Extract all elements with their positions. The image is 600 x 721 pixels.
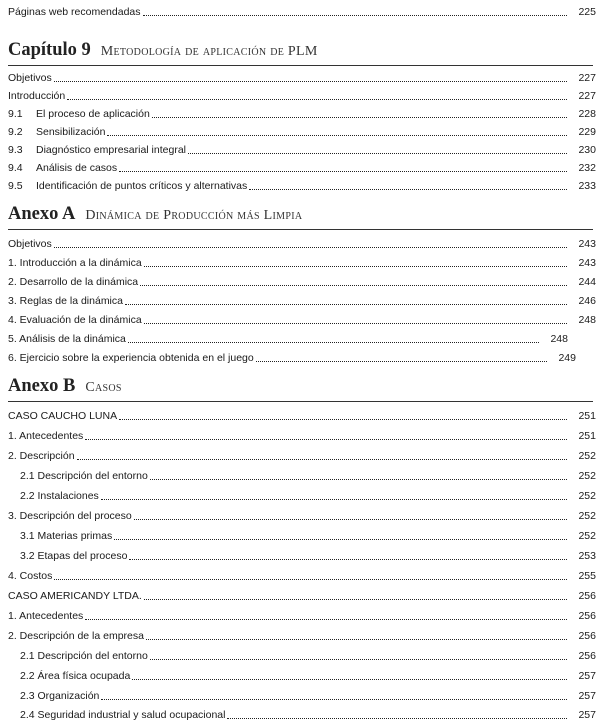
toc-entry-page: 256 <box>578 610 596 622</box>
toc-entry-page: 252 <box>578 530 596 542</box>
toc-entry-label: Introducción <box>8 90 66 102</box>
toc-entry <box>0 232 600 250</box>
dot-leader <box>125 304 567 305</box>
toc-entry <box>0 346 580 364</box>
toc-entry-page: 243 <box>578 257 596 269</box>
toc-entry-label: Diagnóstico empresarial integral <box>36 144 186 156</box>
toc-entry <box>0 138 600 156</box>
toc-entry-label: Objetivos <box>8 72 52 84</box>
toc-entry-label: 5. Análisis de la dinámica <box>8 333 126 345</box>
dot-leader <box>101 699 567 700</box>
heading-rule <box>8 401 593 402</box>
toc-entry-page: 248 <box>550 333 568 345</box>
toc-entry-number: 9.5 <box>8 180 23 192</box>
toc-entry-label: 3.2 Etapas del proceso <box>20 550 128 562</box>
toc-entry <box>0 524 600 542</box>
toc-entry-number: 9.4 <box>8 162 23 174</box>
dot-leader <box>85 619 567 620</box>
toc-entry <box>0 624 600 642</box>
toc-entry-label: 4. Costos <box>8 570 53 582</box>
toc-entry <box>0 504 600 522</box>
toc-entry-number: 9.3 <box>8 144 23 156</box>
dot-leader <box>101 499 567 500</box>
toc-entry-label: 3.1 Materias primas <box>20 530 113 542</box>
toc-entry <box>0 156 600 174</box>
toc-entry-page: 252 <box>578 510 596 522</box>
toc-entry-label: 1. Introducción a la dinámica <box>8 257 142 269</box>
toc-entry <box>0 684 600 702</box>
toc-entry-label: El proceso de aplicación <box>36 108 150 120</box>
toc-entry-page: 232 <box>578 162 596 174</box>
toc-entry-page: 243 <box>578 238 596 250</box>
toc-entry-page: 256 <box>578 650 596 662</box>
heading-rule <box>8 229 593 230</box>
toc-entry-page: 251 <box>578 410 596 422</box>
dot-leader <box>143 15 567 16</box>
toc-entry-label: 6. Ejercicio sobre la experiencia obtenida en el juego <box>8 352 254 364</box>
toc-entry-label: Objetivos <box>8 238 52 250</box>
toc-entry-page: 257 <box>578 690 596 702</box>
dot-leader <box>146 639 567 640</box>
toc-entry-page: 253 <box>578 550 596 562</box>
toc-entry-page: 227 <box>578 90 596 102</box>
toc-entry-page: 228 <box>578 108 596 120</box>
toc-entry-label: 2.3 Organización <box>20 690 100 702</box>
toc-entry-label: CASO AMERICANDY LTDA. <box>8 590 142 602</box>
toc-entry-page: 256 <box>578 590 596 602</box>
dot-leader <box>144 599 567 600</box>
toc-entry <box>0 544 600 562</box>
toc-entry-label: 2.1 Descripción del entorno <box>20 470 148 482</box>
annex-label: Anexo A <box>8 204 76 224</box>
chapter-title: Metodología de aplicación de PLM <box>100 44 318 59</box>
toc-entry <box>0 404 600 422</box>
toc-entry-label: CASO CAUCHO LUNA <box>8 410 118 422</box>
toc-entry <box>0 703 600 721</box>
toc-entry-page: 257 <box>578 709 596 721</box>
toc-entry <box>0 174 600 192</box>
toc-entry <box>0 664 600 682</box>
dot-leader <box>85 439 567 440</box>
dot-leader <box>188 153 567 154</box>
toc-entry-page: 256 <box>578 630 596 642</box>
toc-entry-number: 9.1 <box>8 108 23 120</box>
toc-entry <box>0 120 600 138</box>
toc-entry <box>0 564 600 582</box>
toc-entry-page: 249 <box>558 352 576 364</box>
toc-entry <box>0 484 600 502</box>
annex-title: Casos <box>85 380 122 395</box>
annex-label: Anexo B <box>8 376 76 396</box>
toc-entry <box>0 251 600 269</box>
toc-entry-label: 2. Descripción de la empresa <box>8 630 144 642</box>
dot-leader <box>152 117 567 118</box>
dot-leader <box>144 266 567 267</box>
toc-entry <box>0 584 600 602</box>
toc-entry-paginas-web <box>0 0 600 18</box>
toc-entry <box>0 424 600 442</box>
toc-entry-page: 229 <box>578 126 596 138</box>
dot-leader <box>249 189 567 190</box>
annex-title: Dinámica de Producción más Limpia <box>85 208 303 223</box>
toc-entry <box>0 644 600 662</box>
toc-entry-page: 227 <box>578 72 596 84</box>
toc-entry <box>0 102 600 120</box>
toc-entry-page: 252 <box>578 470 596 482</box>
toc-entry <box>0 270 600 288</box>
dot-leader <box>227 718 567 719</box>
toc-entry <box>0 289 600 307</box>
dot-leader <box>54 579 567 580</box>
dot-leader <box>77 459 567 460</box>
toc-entry-label: 2.2 Área física ocupada <box>20 670 131 682</box>
toc-entry-label: 2. Descripción <box>8 450 75 462</box>
toc-entry-page: 246 <box>578 295 596 307</box>
dot-leader <box>119 171 567 172</box>
toc-entry-label: 2. Desarrollo de la dinámica <box>8 276 139 288</box>
dot-leader <box>128 342 539 343</box>
toc-entry-label: 2.4 Seguridad industrial y salud ocupacional <box>20 709 226 721</box>
toc-entry-page: 251 <box>578 430 596 442</box>
toc-entry <box>0 66 600 84</box>
toc-entry <box>0 444 600 462</box>
dot-leader <box>150 479 567 480</box>
toc-entry <box>0 308 600 326</box>
toc-entry-page: 230 <box>578 144 596 156</box>
toc-entry-page: 244 <box>578 276 596 288</box>
dot-leader <box>144 323 567 324</box>
chapter-9-heading <box>8 40 318 64</box>
toc-entry <box>0 604 600 622</box>
toc-entry-label: 1. Antecedentes <box>8 430 84 442</box>
toc-entry-label: Sensibilización <box>36 126 106 138</box>
toc-entry-label: 3. Descripción del proceso <box>8 510 132 522</box>
dot-leader <box>150 659 567 660</box>
toc-entry-page: 252 <box>578 450 596 462</box>
toc-entry-label: 2.1 Descripción del entorno <box>20 650 148 662</box>
dot-leader <box>256 361 547 362</box>
toc-entry <box>0 464 600 482</box>
toc-entry <box>0 84 600 102</box>
dot-leader <box>54 81 567 82</box>
dot-leader <box>140 285 567 286</box>
dot-leader <box>129 559 567 560</box>
toc-entry-label: 4. Evaluación de la dinámica <box>8 314 142 326</box>
dot-leader <box>67 99 567 100</box>
toc-entry-label: Análisis de casos <box>36 162 118 174</box>
dot-leader <box>132 679 567 680</box>
dot-leader <box>54 247 567 248</box>
toc-entry-number: 9.2 <box>8 126 23 138</box>
toc-entry <box>0 327 572 345</box>
chapter-number: Capítulo 9 <box>8 40 91 60</box>
toc-entry-label: 2.2 Instalaciones <box>20 490 99 502</box>
dot-leader <box>119 419 567 420</box>
annex-b-heading <box>8 376 122 400</box>
toc-entry-label: Páginas web recomendadas <box>8 6 141 18</box>
dot-leader <box>134 519 567 520</box>
toc-entry-page: 248 <box>578 314 596 326</box>
toc-entry-page: 255 <box>578 570 596 582</box>
toc-entry-label: 1. Antecedentes <box>8 610 84 622</box>
toc-entry-page: 252 <box>578 490 596 502</box>
toc-entry-page: 233 <box>578 180 596 192</box>
dot-leader <box>114 539 567 540</box>
toc-entry-page: 225 <box>578 6 596 18</box>
annex-a-heading <box>8 204 302 228</box>
toc-entry-label: 3. Reglas de la dinámica <box>8 295 123 307</box>
toc-entry-page: 257 <box>578 670 596 682</box>
dot-leader <box>107 135 567 136</box>
toc-entry-label: Identificación de puntos críticos y alternativas <box>36 180 248 192</box>
